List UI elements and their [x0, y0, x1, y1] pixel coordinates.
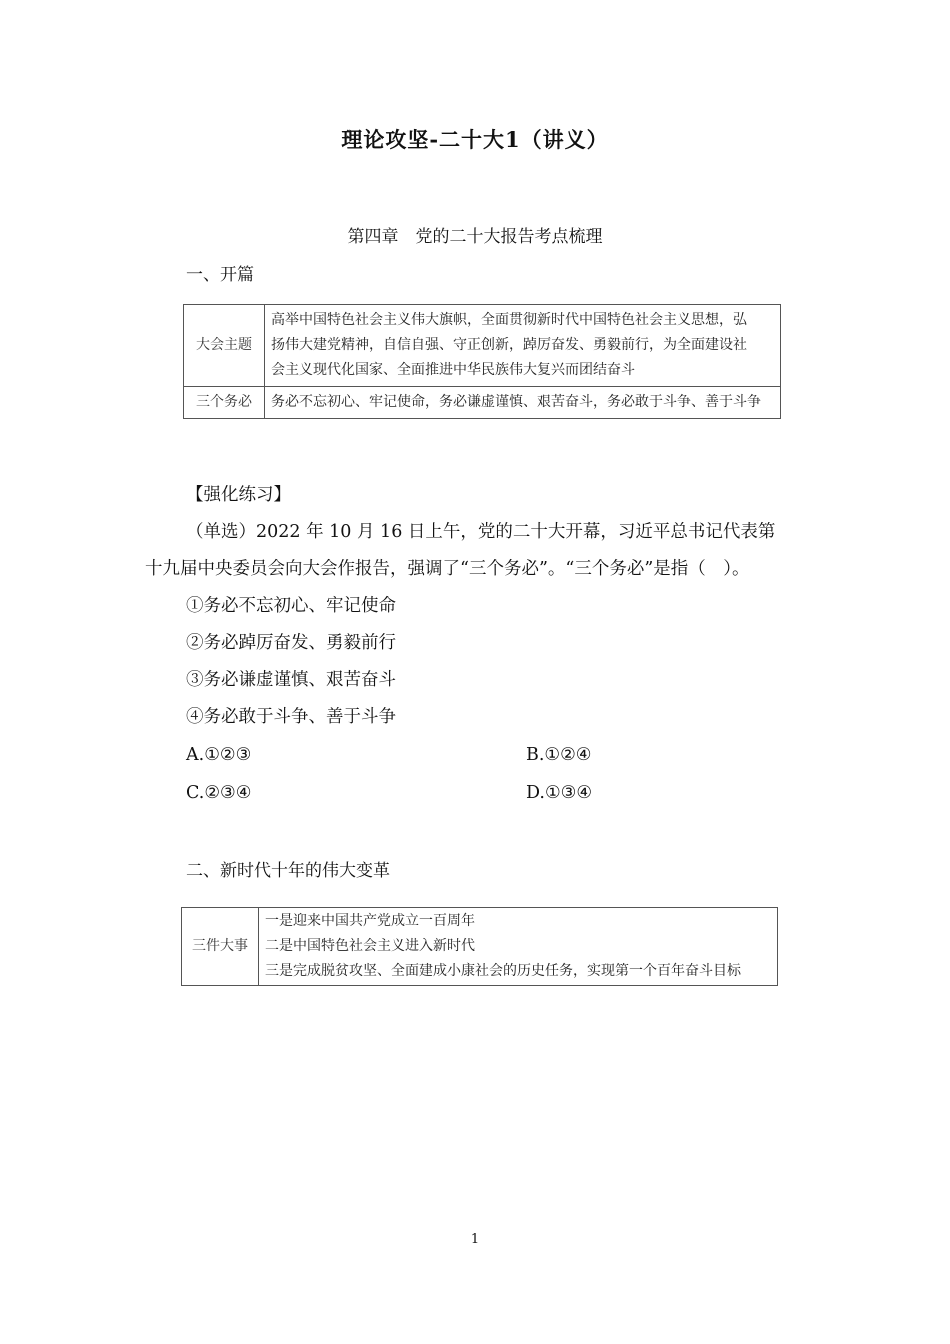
table-label-theme: 大会主题 [184, 305, 265, 387]
option-b: B.①②④ [526, 745, 592, 765]
question-line-1: （单选）2022 年 10 月 16 日上午，党的二十大开幕，习近平总书记代表第 [186, 522, 776, 542]
option-d: D.①③④ [526, 783, 593, 803]
document-title: 理论攻坚-二十大1（讲义） [341, 127, 609, 152]
page-number: 1 [470, 1232, 480, 1247]
question-item: ③务必谦虚谨慎、艰苦奋斗 [186, 670, 396, 690]
table-label-three-musts: 三个务必 [184, 387, 265, 419]
table-line: 一是迎来中国共产党成立一百周年 [265, 913, 475, 929]
table-line: 扬伟大建党精神，自信自强、守正创新，踔厉奋发、勇毅前行，为全面建设社 [271, 337, 747, 353]
table-line: 务必不忘初心、牢记使命，务必谦虚谨慎、艰苦奋斗，务必敢于斗争、善于斗争 [271, 394, 761, 410]
table-label-three-events: 三件大事 [182, 908, 259, 986]
question-line-2: 十九届中央委员会向大会作报告，强调了“三个务必”。“三个务必”是指（ ）。 [145, 559, 750, 579]
option-c: C.②③④ [186, 783, 252, 803]
option-a: A.①②③ [186, 745, 252, 765]
three-events-table [181, 907, 778, 986]
section-heading-great-changes: 二、新时代十年的伟大变革 [186, 861, 390, 881]
chapter-heading: 第四章 党的二十大报告考点梳理 [347, 227, 603, 247]
table-row [182, 908, 778, 986]
table-line: 二是中国特色社会主义进入新时代 [265, 938, 475, 954]
opening-table [183, 304, 781, 419]
table-row [184, 305, 781, 387]
table-cell-three-musts [265, 387, 781, 419]
table-cell-three-events [259, 908, 778, 986]
section-heading-opening: 一、开篇 [186, 265, 254, 285]
table-row [184, 387, 781, 419]
table-cell-theme [265, 305, 781, 387]
question-item: ①务必不忘初心、牢记使命 [186, 596, 396, 616]
table-line: 三是完成脱贫攻坚、全面建成小康社会的历史任务，实现第一个百年奋斗目标 [265, 963, 741, 979]
practice-heading: 【强化练习】 [186, 485, 291, 505]
table-line: 会主义现代化国家、全面推进中华民族伟大复兴而团结奋斗 [271, 362, 635, 378]
question-item: ②务必踔厉奋发、勇毅前行 [186, 633, 396, 653]
table-line: 高举中国特色社会主义伟大旗帜，全面贯彻新时代中国特色社会主义思想，弘 [271, 312, 747, 328]
question-item: ④务必敢于斗争、善于斗争 [186, 707, 396, 727]
